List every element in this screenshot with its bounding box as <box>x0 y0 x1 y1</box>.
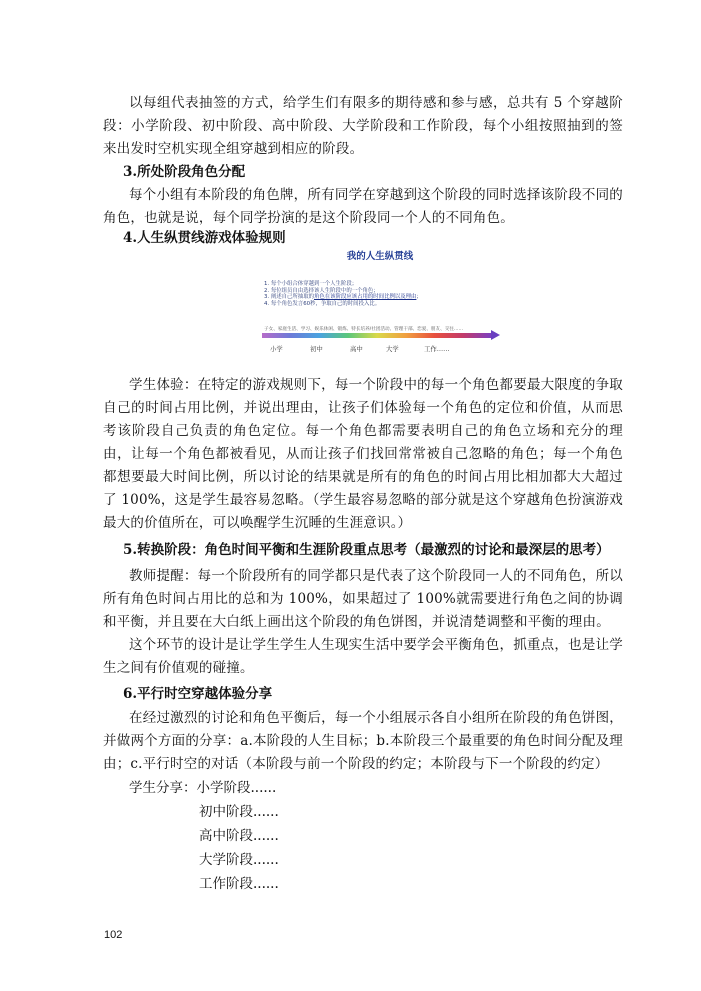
stage-label: 工作…… <box>424 345 450 353</box>
paragraph-section-5b: 这个环节的设计是让学生学生人生现实生活中要学会平衡角色，抓重点，也是让学生之间有价值观的碰撞。 <box>103 637 623 676</box>
paragraph-experience: 学生体验：在特定的游戏规则下，每一个阶段中的每一个角色都要最大限度的争取自己的时间占用比例，并说出理由，让孩子们体验每一个角色的定位和价值，从而思考该阶段自己负责的角色定位。每一个角色都需要表明自己的角色立场和充分的理由，让每一个角色都被看见，从而让孩子们找回常常被自己忽略的角色；每一个角色都想要最大时间比例，所以讨论的结果就是所有的角色的时间占用比相加都大大超过了 100%，这是学生最容易忽略。（学生最容易忽略的部分就是这个穿越角色扮演游戏最大的价值所在，可以唤醒学生沉睡的生涯意识。） <box>103 377 623 531</box>
timeline-arrow <box>262 333 492 338</box>
heading-section-5: 5.转换阶段：角色时间平衡和生涯阶段重点思考（最激烈的讨论和最深层的思考） <box>123 542 610 558</box>
figure-title: 我的人生纵贯线 <box>346 251 414 262</box>
share-list <box>129 777 276 800</box>
share-label: 学生分享： <box>129 780 197 796</box>
share-item: 初中阶段...... <box>199 804 279 820</box>
stage-label: 初中 <box>310 345 323 353</box>
figure-rule: 2. 每位组员自由选择该人生阶段中的一个角色； <box>264 287 379 294</box>
share-item: 高中阶段...... <box>199 828 279 844</box>
share-item: 小学阶段...... <box>196 780 277 796</box>
heading-section-3: 3.所处阶段角色分配 <box>123 164 246 180</box>
figure-rule: 4. 每个角色发言60秒，争取自己的时间投入比。 <box>264 300 381 307</box>
share-item: 工作阶段...... <box>199 876 279 892</box>
figure-rules <box>264 281 500 307</box>
heading-section-4: 4.人生纵贯线游戏体验规则 <box>123 230 286 246</box>
stage-label: 小学 <box>270 345 283 353</box>
page-number: 102 <box>104 929 123 941</box>
figure-rule: 3. 阐述自己所抽取的角色在该阶段应该占用的时间比例以及理由； <box>264 294 422 301</box>
stage-label: 高中 <box>350 345 363 353</box>
paragraph-section-5a: 教师提醒：每一个阶段所有的同学都只是代表了这个阶段同一人的不同角色，所以所有角色时间占用比的总和为 100%，如果超过了 100%就需要进行角色之间的协调和平衡，并且要在大白纸上画出这个阶段的角色饼图，并说清楚调整和平衡的理由。 <box>103 568 623 630</box>
heading-section-6: 6.平行时空穿越体验分享 <box>123 686 273 702</box>
stage-label: 大学 <box>386 345 399 353</box>
figure-rule: 1. 每个小组合体穿越到一个人生阶段； <box>264 281 358 287</box>
figure-roles-list: 子女、家庭生活、学习、娱乐休闲、锻炼、特长培养/社团活动、管理干部、恋爱、朋友、交往…… <box>264 327 464 332</box>
paragraph-intro: 以每组代表抽签的方式，给学生们有限多的期待感和参与感，总共有 5 个穿越阶段：小学阶段、初中阶段、高中阶段、大学阶段和工作阶段，每个小组按照抽到的签来出发时空机实现全组穿越到相应的阶段。 <box>103 95 623 157</box>
share-item: 大学阶段...... <box>199 852 279 868</box>
timeline-arrowhead-icon <box>491 330 500 340</box>
paragraph-section-3: 每个小组有本阶段的角色牌，所有同学在穿越到这个阶段的同时选择该阶段不同的角色，也就是说，每个同学扮演的是这个阶段同一个人的不同角色。 <box>103 187 623 226</box>
paragraph-section-6: 在经过激烈的讨论和角色平衡后，每一个小组展示各自小组所在阶段的角色饼图，并做两个方面的分享：a.本阶段的人生目标；b.本阶段三个最重要的角色时间分配及理由；c.平行时空的对话（本阶段与前一个阶段的约定；本阶段与下一个阶段的约定） <box>103 710 623 772</box>
life-timeline-figure <box>258 248 502 360</box>
